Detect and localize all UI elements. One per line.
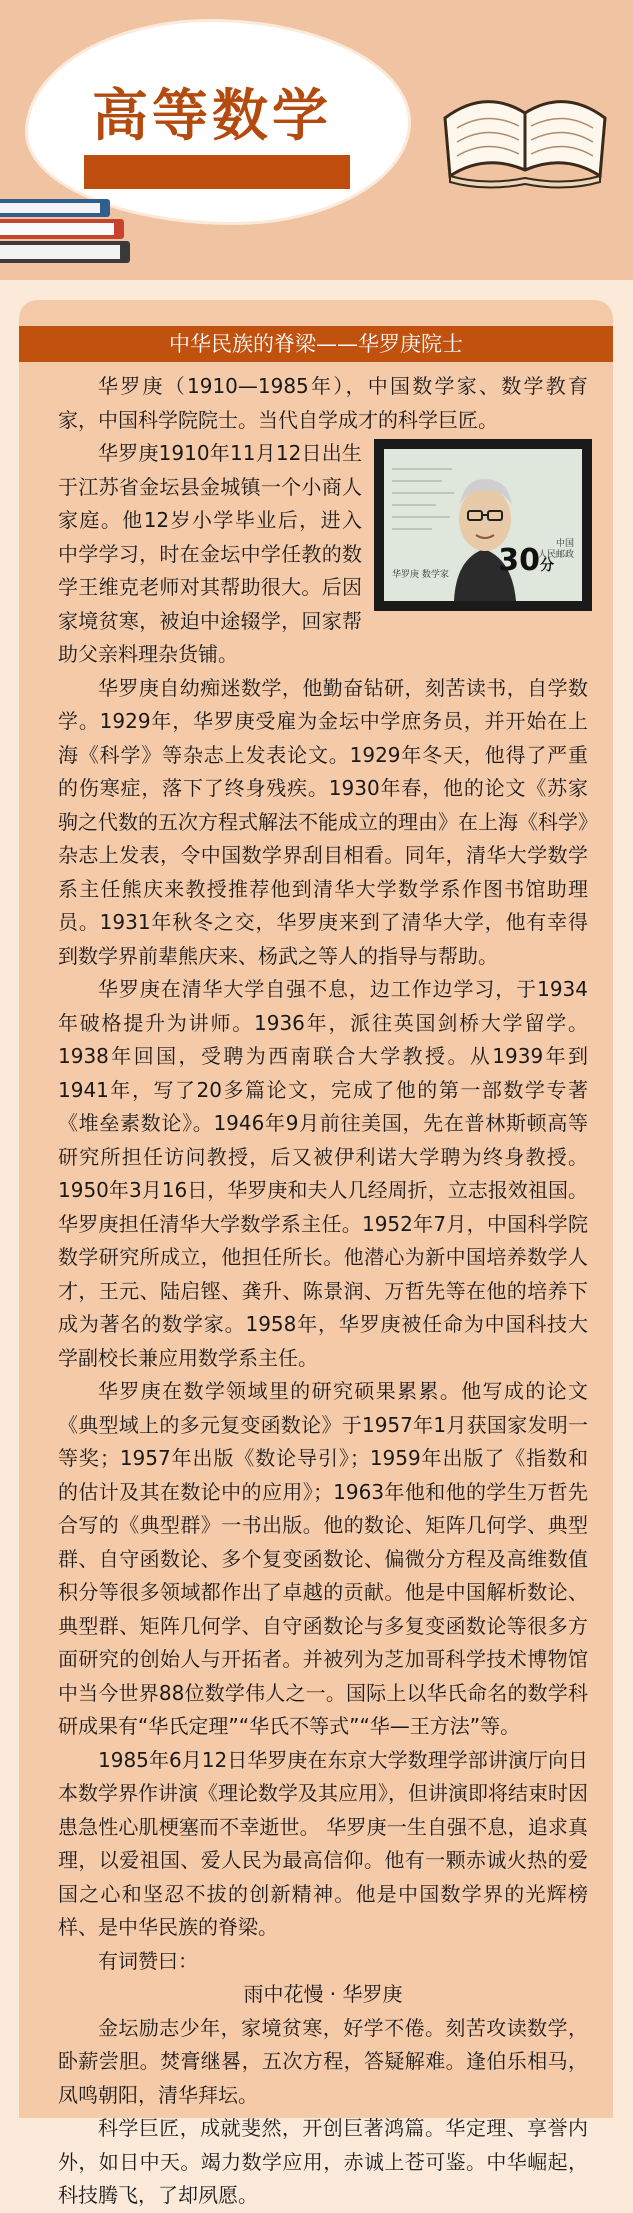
header-banner — [0, 0, 633, 280]
paragraph-research: 华罗庚在数学领域里的研究硕果累累。他写成的论文《典型域上的多元复变函数论》于1957年1月获国家发明一等奖；1957年出版《数论导引》；1959年出版了《指数和的估计及其在数论中的应用》；1963年他和他的学生万哲先合写的《典型群》一书出版。他的数论、矩阵几何学、典型群、自守函数论、多个复变函数论、偏微分方程及高维数值积分等很多领域都作出了卓越的贡献。他是中国解析数论、典型群、矩阵几何学、自守函数论与多复变函数论等很多方面研究的创始人与开拓者。并被列为芝加哥科学技术博物馆中当今世界88位数学伟人之一。国际上以华氏命名的数学科研成果有“华氏定理”“华氏不等式”“华—王方法”等。 — [58, 1379, 588, 1738]
poem-stanza-1: 金坛励志少年，家境贫寒，好学不倦。刻苦攻读数学，卧薪尝胆。焚膏继晷，五次方程，答疑解难。逢伯乐相马，凤鸣朝阳，清华拜坛。 — [58, 2015, 588, 2107]
paragraph-childhood: 华罗庚1910年11月12日出生于江苏省金坛县金城镇一个小商人家庭。他12岁小学毕业后，进入中学学习，时在金坛中学任教的数学王维克老师对其帮助很大。后因家境贫寒，被迫中途辍学，回家帮助父亲料理杂货铺。 — [58, 441, 362, 666]
article-body — [58, 370, 588, 2213]
paragraph-intro: 华罗庚（1910—1985年），中国数学家、数学教育家，中国科学院院士。当代自学成才的科学巨匠。 — [58, 374, 588, 432]
article-card — [19, 300, 613, 2207]
page-title: 高等数学 — [92, 84, 332, 149]
paragraph-poem-intro: 有词赞曰： — [98, 1948, 198, 1973]
paragraph-career: 华罗庚在清华大学自强不息，边工作边学习，于1934年破格提升为讲师。1936年，派往英国剑桥大学留学。1938年回国，受聘为西南联合大学教授。从1939年到1941年，写了20多篇论文，完成了他的第一部数学专著《堆垒素数论》。1946年9月前往美国，先在普林斯顿高等研究所担任访问教授，后又被伊利诺大学聘为终身教授。1950年3月16日，华罗庚和夫人几经周折，立志报效祖国。华罗庚担任清华大学数学系主任。1952年7月，中国科学院数学研究所成立，他担任所长。他潜心为新中国培养数学人才，王元、陆启铿、龚升、陈景润、万哲先等在他的培养下成为著名的数学家。1958年，华罗庚被任命为中国科技大学副校长兼应用数学系主任。 — [58, 977, 588, 1370]
stamp-post: 人民邮政 — [537, 550, 574, 560]
stamp-denomination: 30分 — [498, 542, 554, 578]
poem-stanza-2: 科学巨匠，成就斐然，开创巨著鸿篇。华定理、享誉内外，如日中天。竭力数学应用，赤诚上苍可鉴。中华崛起，科技腾飞，了却夙愿。 — [58, 2116, 588, 2207]
paragraph-legacy: 1985年6月12日华罗庚在东京大学数理学部讲演厅向日本数学界作讲演《理论数学及其应用》，但讲演即将结束时因患急性心肌梗塞而不幸逝世。 华罗庚一生自强不息，追求真理，以爱祖国、爱人民为最高信仰。他有一颗赤诚火热的爱国之心和坚忍不拔的创新精神。他是中国数学界的光辉榜样、是中华民族的脊梁。 — [58, 1747, 588, 1939]
stamp-image — [374, 439, 592, 611]
stamp-country: 中国 — [555, 539, 574, 549]
book-stack-icon — [0, 195, 150, 275]
section-heading: 中华民族的脊梁——华罗庚院士 — [19, 326, 613, 362]
stamp-person-label: 华罗庚 数学家 — [392, 570, 449, 580]
poem-title: 雨中花慢 · 华罗庚 — [243, 1982, 403, 2006]
open-book-icon — [435, 58, 615, 198]
paragraph-self-study: 华罗庚自幼痴迷数学，他勤奋钻研，刻苦读书，自学数学。1929年，华罗庚受雇为金坛中学庶务员，并开始在上海《科学》等杂志上发表论文。1929年冬天，他得了严重的伤寒症，落下了终身残疾。1930年春，他的论文《苏家驹之代数的五次方程式解法不能成立的理由》在上海《科学》杂志上发表，令中国数学界刮目相看。同年，清华大学数学系主任熊庆来教授推荐他到清华大学数学系作图书馆助理员。1931年秋冬之交，华罗庚来到了清华大学，他有幸得到数学界前辈熊庆来、杨武之等人的指导与帮助。 — [58, 675, 588, 968]
title-underline-bar — [84, 155, 350, 189]
